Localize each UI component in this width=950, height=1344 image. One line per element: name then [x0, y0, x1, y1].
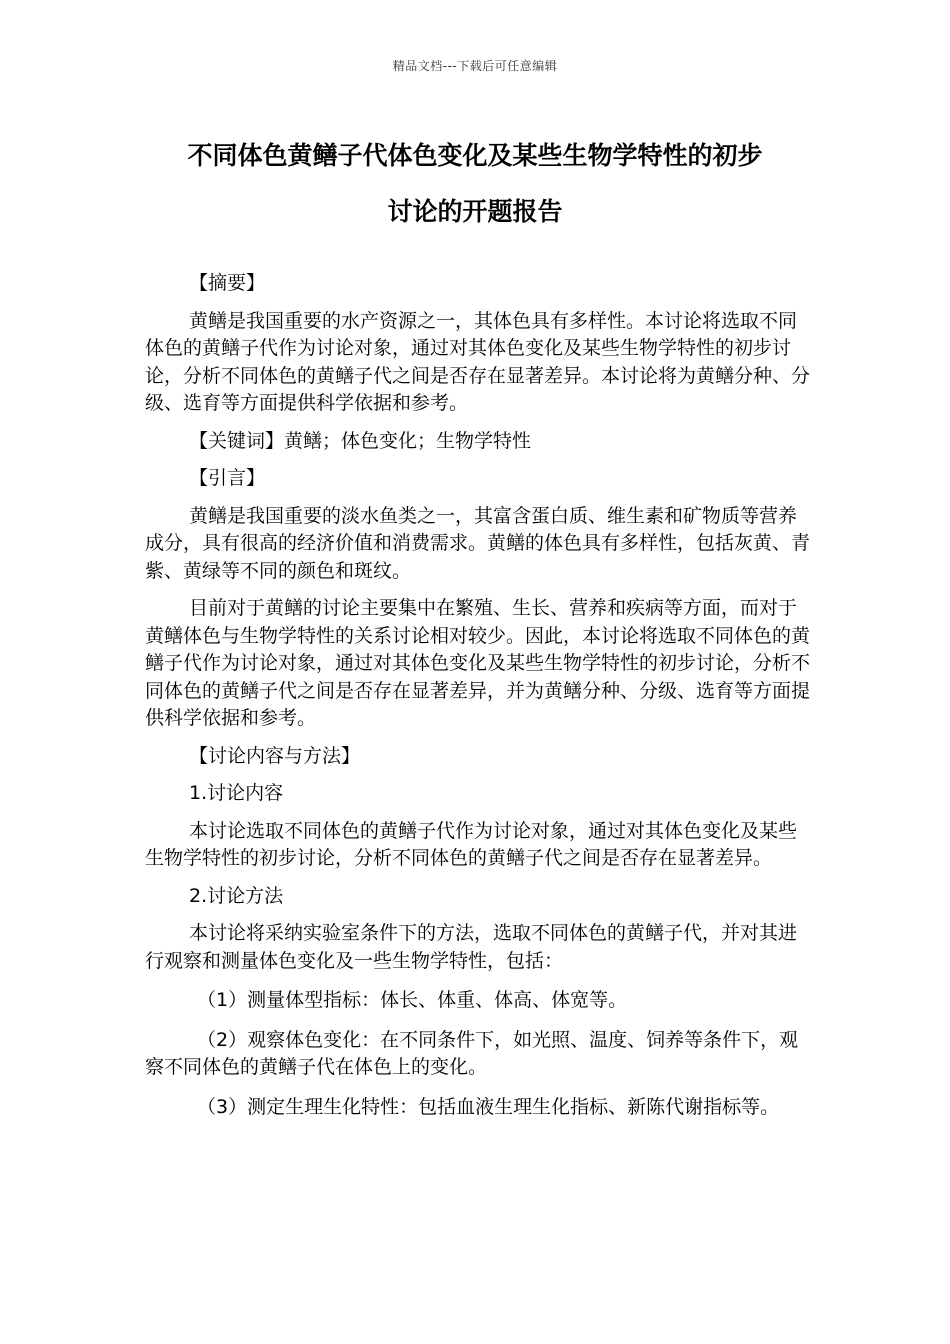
intro-paragraph-2: 目前对于黄鳝的讨论主要集中在繁殖、生长、营养和疾病等方面，而对于黄鳝体色与生物学特性的关系讨论相对较少。因此，本讨论将选取不同体色的黄鳝子代作为讨论对象，通过对其体色变化及某些生物学特性的初步讨论，分析不同体色的黄鳝子代之间是否存在显著差异，并为黄鳝分种、分级、选育等方面提供科学依据和参考。: [145, 597, 811, 729]
intro-heading: 【引言】: [189, 467, 266, 489]
page-header: 精品文档---下载后可任意编辑: [392, 59, 558, 73]
abstract-heading: 【摘要】: [189, 272, 266, 294]
research-method-paragraph: 本讨论将采纳实验室条件下的方法，选取不同体色的黄鳝子代，并对其进行观察和测量体色变化及一些生物学特性，包括：: [145, 922, 798, 972]
research-method-heading: 2.讨论方法: [189, 884, 284, 907]
method-item-1: （1）测量体型指标：体长、体重、体高、体宽等。: [197, 989, 628, 1011]
method-item-2: （2）观察体色变化：在不同条件下，如光照、温度、饲养等条件下，观察不同体色的黄鳝子代在体色上的变化。: [145, 1028, 799, 1078]
intro-paragraph-1: 黄鳝是我国重要的淡水鱼类之一，其富含蛋白质、维生素和矿物质等营养成分，具有很高的经济价值和消费需求。黄鳝的体色具有多样性，包括灰黄、青紫、黄绿等不同的颜色和斑纹。: [145, 504, 811, 582]
research-content-heading: 1.讨论内容: [189, 782, 284, 804]
document-title-line-1: 不同体色黄鳝子代体色变化及某些生物学特性的初步: [187, 141, 763, 170]
abstract-paragraph: 黄鳝是我国重要的水产资源之一，其体色具有多样性。本讨论将选取不同体色的黄鳝子代作为讨论对象，通过对其体色变化及某些生物学特性的初步讨论，分析不同体色的黄鳝子代之间是否存在显著差异。本讨论将为黄鳝分种、分级、选育等方面提供科学依据和参考。: [145, 309, 811, 414]
keywords-line: 【关键词】黄鳝；体色变化；生物学特性: [189, 429, 532, 452]
document-body: [145, 270, 810, 1121]
document-title-line-2: 讨论的开题报告: [387, 197, 563, 226]
methods-heading: 【讨论内容与方法】: [189, 744, 361, 767]
research-content-paragraph: 本讨论选取不同体色的黄鳝子代作为讨论对象，通过对其体色变化及某些生物学特性的初步讨论，分析不同体色的黄鳝子代之间是否存在显著差异。: [145, 819, 798, 869]
method-item-3: （3）测定生理生化特性：包括血液生理生化指标、新陈代谢指标等。: [197, 1095, 780, 1118]
